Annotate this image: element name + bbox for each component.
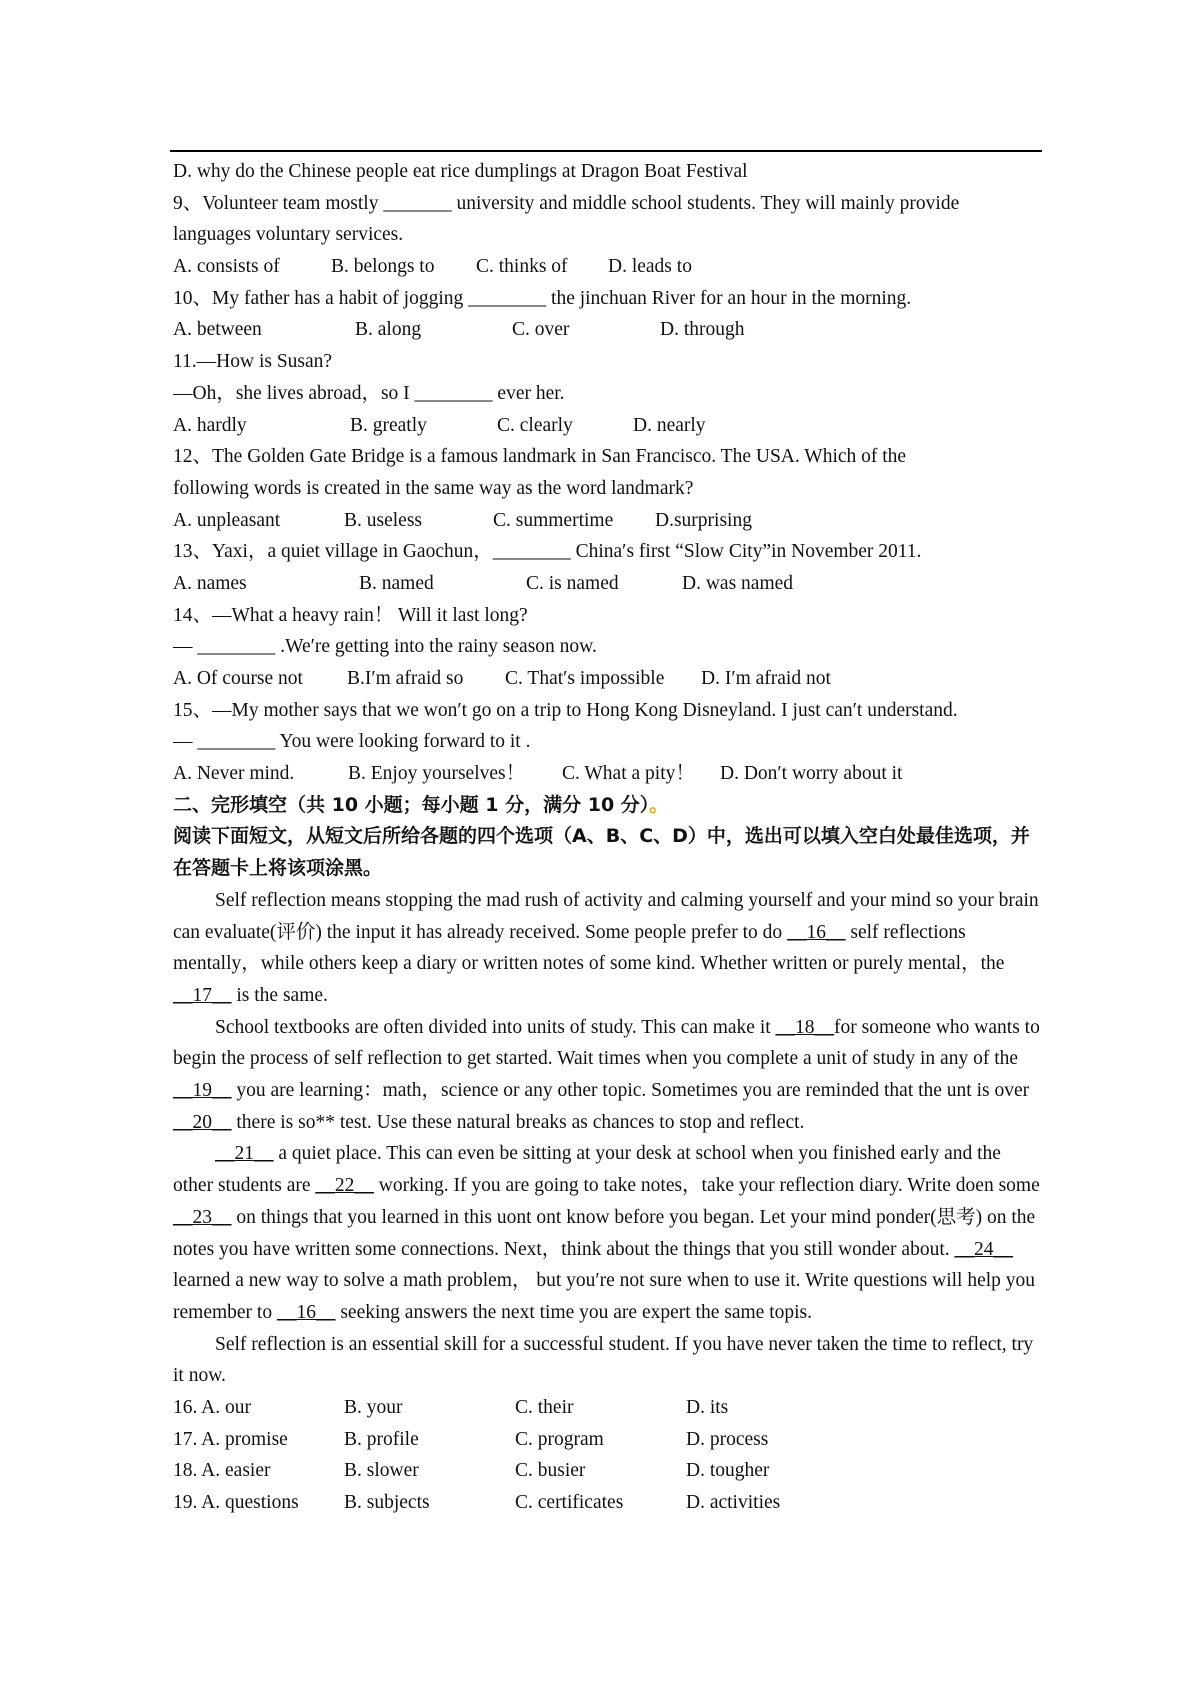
passage-text: self reflections mentally，while others keep a diary or written notes of some kind. Whether written or purely mental，the	[173, 921, 1005, 975]
option: C. over	[512, 319, 570, 341]
option: D. Don′t worry about it	[720, 763, 903, 785]
answer-b: B. subjects	[344, 1492, 430, 1514]
answer-d: D. activities	[686, 1492, 781, 1514]
passage-text: learned a new way to solve a math problem， but you′re not sure when to use it. Write questions will help you remember to	[173, 1270, 1036, 1323]
option: D. nearly	[633, 414, 706, 436]
answer-b: B. your	[344, 1397, 403, 1419]
question-11-line-2: —Oh，she lives abroad，so I ________ ever her.	[173, 382, 565, 404]
passage-text: you are learning：math，science or any other topic. Sometimes you are reminded that the unt is over	[231, 1080, 1030, 1102]
option: A. between	[173, 319, 262, 341]
option: C. is named	[526, 572, 619, 594]
question-10-line: 10、My father has a habit of jogging ________ the jinchuan River for an hour in the morning.	[173, 287, 912, 309]
passage-text: seeking answers the next time you are expert the same topis.	[335, 1301, 812, 1323]
answer-a: 16. A. our	[173, 1397, 251, 1419]
option: B. greatly	[350, 414, 427, 436]
option: A. Of course not	[173, 668, 303, 689]
answer-d: D. its	[686, 1397, 729, 1419]
header-rule	[170, 150, 1042, 152]
question-12-options	[173, 505, 1043, 537]
option: B. useless	[344, 509, 422, 531]
answer-d: D. tougher	[686, 1460, 770, 1482]
option: C. thinks of	[476, 256, 568, 278]
option: B. belongs to	[331, 256, 435, 278]
option: A. unpleasant	[173, 509, 281, 531]
answer-b: B. profile	[344, 1428, 419, 1450]
passage-paragraph-3	[173, 1138, 1043, 1328]
section-2-dot: 。	[649, 793, 669, 816]
passage-text: School textbooks are often divided into units of study. This can make it	[215, 1016, 776, 1038]
blank-16: __16__	[787, 921, 846, 943]
blank-23: __23__	[173, 1206, 232, 1228]
answer-row-17	[173, 1424, 1043, 1456]
option: C. clearly	[497, 414, 573, 436]
blank-24: __24__	[954, 1238, 1013, 1260]
page-content	[173, 156, 1043, 1519]
question-9-line-1: 9、Volunteer team mostly _______ university and middle school students. They will mainly provide	[173, 192, 960, 214]
question-11-line-1: 11.—How is Susan?	[173, 351, 333, 373]
option: B.I′m afraid so	[347, 668, 464, 689]
option: C. What a pity！	[562, 763, 695, 785]
section-2-title: 二、完形填空（共 10 小题；每小题 1 分，满分 10 分）	[173, 793, 650, 816]
option: A. consists of	[173, 256, 280, 278]
option: A. names	[173, 572, 247, 594]
section-2-heading	[173, 790, 1043, 822]
passage-paragraph-2	[173, 1012, 1043, 1139]
answer-a: 18. A. easier	[173, 1460, 271, 1482]
passage-text: on things that you learned in this uont ont know before you began. Let your mind ponder(思考) on the notes you have written some connections. Next，think about the things that you still wonder about.	[173, 1206, 1036, 1260]
passage-paragraph-4: Self reflection is an essential skill for a successful student. If you have never taken the time to reflect, try it now.	[173, 1333, 1034, 1387]
question-14-options	[173, 663, 1043, 695]
option: B. Enjoy yourselves！	[348, 763, 526, 785]
blank-21: __21__	[215, 1143, 274, 1165]
question-12-line-2: following words is created in the same way as the word landmark?	[173, 477, 694, 499]
question-15-line-1: 15、—My mother says that we won′t go on a trip to Hong Kong Disneyland. I just can′t understand.	[173, 699, 958, 721]
passage-text: for someone who wants to begin the process of self reflection to get started. Wait times when you complete a unit of study in any of the	[173, 1016, 1040, 1070]
passage-text: working. If you are going to take notes，take your reflection diary. Write doen some	[373, 1175, 1040, 1197]
answer-a: 19. A. questions	[173, 1492, 299, 1514]
option: D. I′m afraid not	[701, 668, 831, 689]
question-15-options	[173, 758, 1043, 790]
option: B. along	[355, 319, 422, 341]
section-2-instructions: 阅读下面短文，从短文后所给各题的四个选项（A、B、C、D）中，选出可以填入空白处最佳选项，并在答题卡上将该项涂黑。	[173, 825, 1030, 880]
blank-17: __17__	[173, 984, 232, 1006]
passage-text: a quiet place. This can even be sitting at your desk at school when you finished early and the other students are	[173, 1143, 1001, 1197]
answer-row-16	[173, 1392, 1043, 1424]
answer-a: 17. A. promise	[173, 1428, 288, 1450]
answer-c: C. certificates	[515, 1492, 624, 1514]
answer-row-19	[173, 1487, 1043, 1519]
question-9-line-2: languages voluntary services.	[173, 224, 404, 246]
option: A. Never mind.	[173, 763, 295, 785]
answer-c: C. their	[515, 1397, 574, 1419]
option: D. through	[660, 319, 745, 341]
answer-c: C. busier	[515, 1460, 586, 1482]
option: A. hardly	[173, 414, 247, 436]
option: D.surprising	[655, 509, 752, 531]
blank-16-repeat: __16__	[276, 1301, 336, 1323]
question-14-line-1: 14、—What a heavy rain！ Will it last long?	[173, 604, 528, 626]
option-d-line: D. why do the Chinese people eat rice dumplings at Dragon Boat Festival	[173, 161, 748, 182]
question-13-options	[173, 568, 1043, 600]
blank-19: __19__	[173, 1080, 232, 1102]
option: D. was named	[682, 572, 794, 594]
option: C. That′s impossible	[505, 668, 665, 689]
passage-text: Self reflection means stopping the mad rush of activity and calming yourself and your mind so your brain can evaluate(评价) the input it has already received. Some people prefer to do	[173, 889, 1039, 943]
option: D. leads to	[608, 256, 692, 278]
option: C. summertime	[493, 509, 614, 531]
answer-d: D. process	[686, 1428, 769, 1450]
blank-22: __22__	[315, 1175, 374, 1197]
question-14-line-2: — ________ .We′re getting into the rainy season now.	[173, 636, 597, 658]
question-9-options	[173, 251, 1043, 283]
option: B. named	[359, 572, 434, 594]
question-10-options	[173, 314, 1043, 346]
question-13-line: 13、Yaxi，a quiet village in Gaochun，________ China′s first “Slow City”in November 2011.	[173, 541, 922, 563]
question-15-line-2: — ________ You were looking forward to it .	[173, 731, 531, 753]
blank-20: __20__	[173, 1111, 232, 1133]
blank-18: __18__	[775, 1016, 835, 1038]
passage-paragraph-1	[173, 885, 1043, 1012]
question-12-line-1: 12、The Golden Gate Bridge is a famous landmark in San Francisco. The USA. Which of the	[173, 446, 907, 468]
answer-c: C. program	[515, 1428, 604, 1450]
passage-text: is the same.	[231, 984, 328, 1006]
passage-text: there is so** test. Use these natural breaks as chances to stop and reflect.	[231, 1111, 805, 1133]
answer-row-18	[173, 1455, 1043, 1487]
answer-b: B. slower	[344, 1460, 419, 1482]
question-11-options	[173, 410, 1043, 442]
